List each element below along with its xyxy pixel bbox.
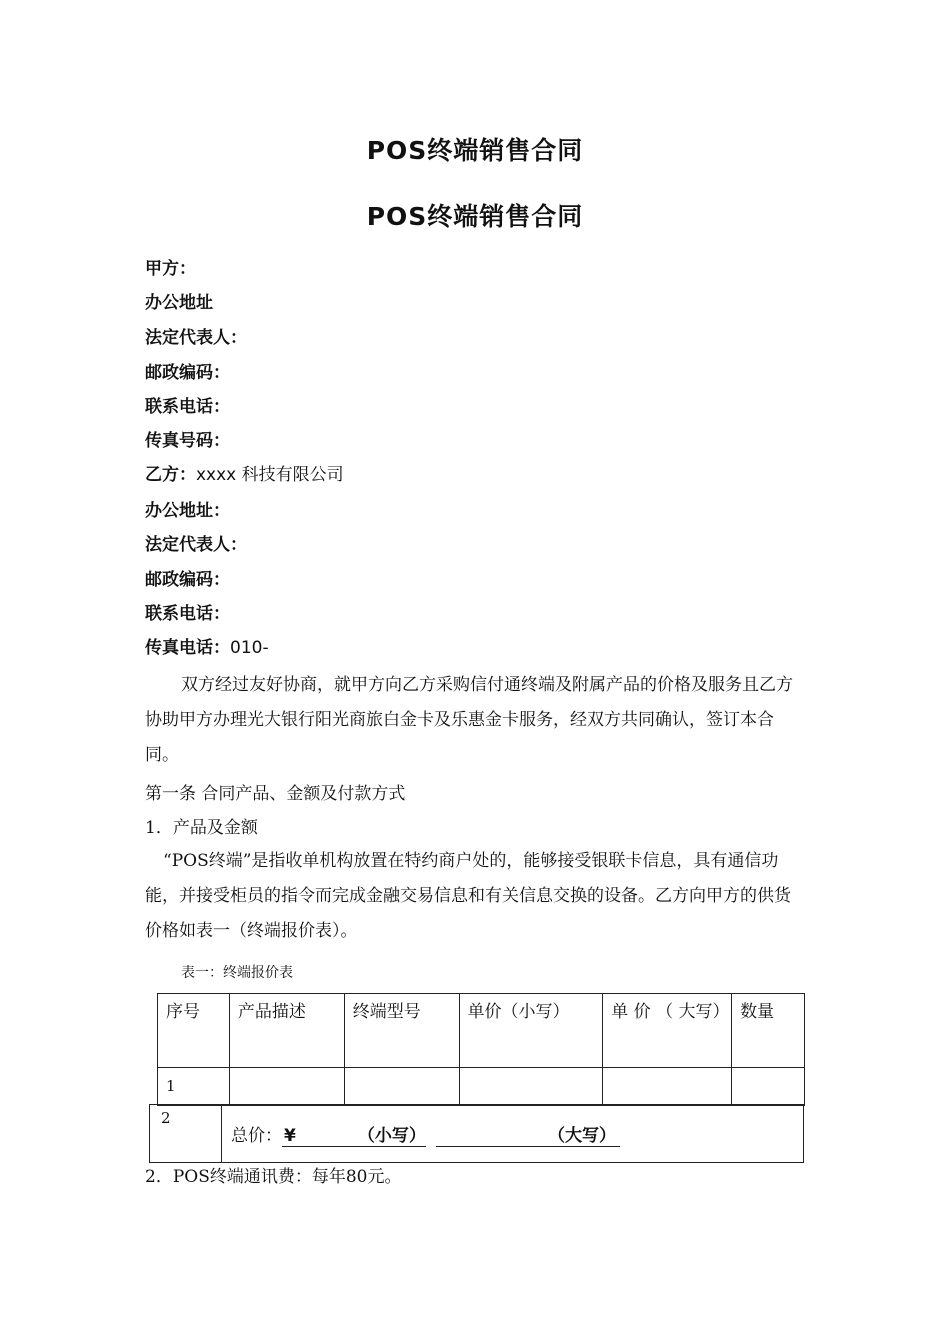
total-big-field — [436, 1121, 620, 1147]
document-title: POS终端销售合同 — [366, 136, 584, 165]
party-b-fax-value: 010- — [230, 638, 269, 658]
intro-paragraph: 双方经过友好协商，就甲方向乙方采购信付通终端及附属产品的价格及服务且乙方协助甲方办理光大银行阳光商旅白金卡及乐惠金卡服务，经双方共同确认，签订本合同。 — [145, 675, 793, 765]
currency-symbol: ¥ — [284, 1126, 296, 1146]
document-subtitle: POS终端销售合同 — [366, 202, 584, 231]
table-cell — [603, 1068, 732, 1106]
table-row — [158, 1068, 805, 1106]
table-cell — [344, 1068, 459, 1106]
party-b-address: 办公地址： — [145, 501, 230, 521]
total-small-field — [282, 1121, 426, 1147]
party-b-name: xxxx 科技有限公司 — [196, 465, 344, 485]
party-a-phone: 联系电话： — [145, 397, 230, 417]
total-label: 总价： — [231, 1126, 282, 1146]
party-b-phone: 联系电话： — [145, 604, 230, 624]
party-a-fax: 传真号码： — [145, 431, 230, 451]
party-a-label: 甲方： — [145, 259, 196, 279]
header-cell: 产品描述 — [229, 994, 344, 1068]
table-cell — [732, 1068, 805, 1106]
party-b-line — [145, 465, 344, 485]
party-b-legal-rep: 法定代表人： — [145, 535, 247, 555]
header-cell: 数量 — [732, 994, 805, 1068]
total-row — [149, 1104, 804, 1163]
cell-divider — [221, 1105, 222, 1162]
party-a-postcode: 邮政编码： — [145, 363, 230, 383]
party-a-legal-rep: 法定代表人： — [145, 328, 247, 348]
quote-table — [157, 993, 805, 1106]
item-1-heading: 1．产品及金额 — [145, 818, 258, 838]
total-price — [231, 1121, 620, 1147]
total-big-label: （大写） — [548, 1126, 616, 1146]
row-number-cell: 2 — [161, 1109, 171, 1127]
header-cell: 单价（小写） — [459, 994, 603, 1068]
pos-definition-paragraph: “POS终端”是指收单机构放置在特约商户处的，能够接受银联卡信息，具有通信功能，并接受柜员的指令而完成金融交易信息和有关信息交换的设备。乙方向甲方的供货价格如表一（终端报价表）。 — [145, 851, 791, 941]
party-b-fax-label: 传真电话： — [145, 638, 230, 658]
table-cell — [459, 1068, 603, 1106]
header-cell: 序号 — [158, 994, 230, 1068]
party-a-address: 办公地址 — [145, 293, 213, 313]
table-header-row — [158, 994, 805, 1068]
header-cell: 单 价 （ 大写） — [603, 994, 732, 1068]
party-b-postcode: 邮政编码： — [145, 570, 230, 590]
header-cell: 终端型号 — [344, 994, 459, 1068]
row-number-cell: 1 — [158, 1068, 230, 1106]
article-1-heading: 第一条 合同产品、金额及付款方式 — [145, 784, 406, 804]
item-2-line: 2．POS终端通讯费：每年80元。 — [145, 1167, 402, 1187]
total-small-label: （小写） — [357, 1126, 426, 1146]
party-b-label: 乙方： — [145, 465, 196, 485]
table-cell — [229, 1068, 344, 1106]
table-caption: 表一：终端报价表 — [181, 965, 293, 981]
party-b-fax-line — [145, 638, 269, 658]
